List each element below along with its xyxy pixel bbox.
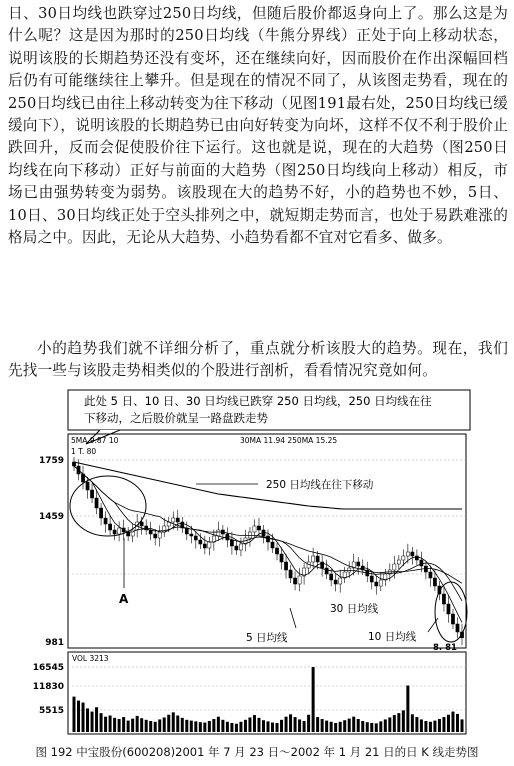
volume-bar — [397, 713, 400, 732]
volume-bar — [339, 722, 342, 732]
ma10-annotation: 10 日均线 — [368, 631, 417, 643]
volume-bar — [298, 719, 301, 732]
volume-label: VOL 3213 — [72, 654, 109, 663]
volume-bar — [406, 686, 409, 732]
candle-body — [420, 560, 423, 566]
candle-body — [375, 582, 378, 586]
price-axis-label: 981 — [45, 638, 64, 648]
volume-bar — [334, 723, 337, 732]
candle-body — [118, 528, 121, 534]
candle-body — [280, 554, 283, 562]
volume-bar — [429, 722, 432, 732]
candle-body — [235, 546, 238, 550]
volume-axis-label: 16545 — [32, 663, 64, 673]
candle-body — [370, 576, 373, 582]
volume-bar — [253, 715, 256, 732]
candle-body — [397, 560, 400, 564]
volume-bar — [199, 722, 202, 732]
candle-body — [90, 490, 93, 498]
figure-caption: 图 192 中宝股份(600208)2001 年 7 月 23 日～2002 年 1 月 21 日的日 K 线走势图 — [35, 745, 479, 759]
volume-bar — [330, 722, 333, 732]
candle-body — [298, 576, 301, 584]
volume-bar — [217, 717, 220, 732]
candle-body — [253, 526, 256, 532]
candle-body — [451, 614, 454, 624]
candle-body — [284, 562, 287, 570]
ma250-annotation: 250 日均线在往下移动 — [266, 479, 374, 491]
candle-body — [442, 594, 445, 604]
volume-bar — [307, 715, 310, 732]
volume-bar — [294, 717, 297, 732]
volume-bar — [325, 721, 328, 732]
ma5-leader — [290, 608, 296, 628]
body-paragraph-2: 小的趋势我们就不详细分析了，重点就分析该股大的趋势。现在，我们先找一些与该股走势相类似的个股进行剖析，看看情况究竟如何。 — [8, 340, 508, 380]
candle-body — [293, 578, 296, 584]
candle-body — [325, 568, 328, 574]
volume-bar — [190, 721, 193, 732]
volume-bar — [424, 721, 427, 732]
volume-bar — [163, 717, 166, 732]
candle-body — [429, 572, 432, 578]
volume-bar — [303, 721, 306, 732]
candle-body — [104, 518, 107, 524]
candle-body — [217, 530, 220, 536]
candle-body — [402, 556, 405, 560]
volume-bar — [86, 708, 89, 732]
volume-bar — [321, 719, 324, 732]
volume-bar — [366, 722, 369, 732]
volume-bar — [82, 703, 85, 732]
volume-bar — [456, 714, 459, 732]
volume-bar — [109, 715, 112, 732]
candle-body — [172, 518, 175, 522]
volume-bar — [316, 717, 319, 732]
volume-bar — [208, 721, 211, 732]
volume-bar — [447, 715, 450, 732]
candle-body — [113, 530, 116, 534]
price-axis-label: 1759 — [38, 456, 64, 466]
volume-bar — [221, 720, 224, 732]
volume-bar — [276, 723, 279, 732]
volume-bar — [285, 717, 288, 732]
candle-body — [230, 540, 233, 546]
candle-body — [140, 522, 143, 526]
volume-bar — [343, 720, 346, 732]
volume-bar — [73, 697, 76, 732]
candle-body — [289, 570, 292, 578]
callout-line-2: 下移动，之后股价就呈一路盘跌走势 — [84, 411, 268, 425]
volume-bar — [289, 714, 292, 732]
volume-bar — [375, 723, 378, 732]
volume-bar — [194, 721, 197, 732]
highlight-circle-left — [70, 476, 146, 536]
candle-body — [194, 536, 197, 540]
candle-body — [447, 604, 450, 614]
volume-bar — [357, 719, 360, 732]
volume-bar — [181, 718, 184, 732]
volume-bar — [91, 712, 94, 732]
volume-bar — [145, 720, 148, 732]
volume-bar — [271, 723, 274, 732]
candle-body — [456, 624, 459, 632]
volume-bar — [280, 720, 283, 732]
volume-bar — [226, 722, 229, 732]
candle-body — [208, 542, 211, 548]
candle-body — [190, 534, 193, 536]
volume-bar — [244, 720, 247, 732]
volume-bar — [203, 723, 206, 732]
volume-bar — [312, 667, 315, 732]
volume-bar — [257, 718, 260, 732]
body-paragraph-1: 日、30日均线也跌穿过250日均线，但随后股价都返身向上了。那么这是为什么呢？这是因为那时的250日均线（牛熊分界线）正处于向上移动状态，说明该股的长期趋势还没有变坏，还在继续向好，因而股价在作出深幅回档后仍有可能继续往上攀升。但是现在的情况不同了，从该图走势看，现在的250日均线已由往上移动转变为往下移动（见图191最右处，250日均线已缓缓向下），说明该股的长期趋势已由向好转变为向坏，这样不仅不利于股价止跌回升，反而会促使股价往下运行。这也就是说，现在的大趋势（图250日均线在向下移动）正好与前面的大趋势（图250日均线向上移动）相反，市场已由强势转变为弱势。该股现在大的趋势不好，小的趋势也不妙，5日、10日、30日均线正处于空头排列之中，就短期走势而言，也处于易跌难涨的格局之中。因此，无论从大趋势、小趋势看都不宜对它看多、做多。 — [8, 5, 508, 247]
candle-body — [99, 508, 102, 518]
volume-bar — [402, 710, 405, 732]
volume-bar — [136, 716, 139, 732]
candle-body — [271, 542, 274, 548]
candle-body — [339, 578, 342, 584]
candle-body — [334, 580, 337, 584]
volume-bar — [230, 723, 233, 732]
volume-bar — [95, 707, 98, 732]
ma-prefix-text: 1 T. 80 — [71, 447, 97, 456]
volume-bar — [442, 717, 445, 732]
point-a-label: A — [119, 592, 129, 606]
volume-bar — [370, 723, 373, 732]
volume-bar — [235, 724, 238, 732]
indicator-text-2: 30MA 11.94 250MA 15.25 — [240, 436, 338, 445]
volume-bar — [352, 717, 355, 732]
volume-bar — [348, 719, 351, 732]
volume-bar — [149, 721, 152, 732]
ma30-annotation: 30 日均线 — [330, 603, 379, 615]
candle-body — [316, 556, 319, 562]
highlight-circle-right — [435, 582, 467, 642]
volume-bar — [172, 712, 175, 732]
volume-bar — [140, 718, 143, 732]
candle-body — [108, 524, 111, 530]
candle-body — [433, 578, 436, 586]
volume-bar — [104, 717, 107, 732]
candle-body — [163, 526, 166, 532]
volume-bar — [420, 719, 423, 732]
candle-body — [406, 552, 409, 556]
indicator-text: 5MA 9.87 10 — [71, 436, 119, 445]
volume-bar — [379, 721, 382, 732]
volume-axis-label: 5515 — [38, 706, 64, 716]
candle-body — [248, 532, 251, 538]
candle-body — [95, 498, 98, 508]
volume-bar — [100, 713, 103, 732]
price-axis-label: 1459 — [38, 512, 64, 522]
candle-body — [393, 564, 396, 570]
candle-body — [131, 530, 134, 536]
volume-bar — [451, 712, 454, 732]
candle-body — [203, 544, 206, 548]
candle-body — [154, 534, 157, 538]
candle-body — [275, 548, 278, 554]
candle-body — [239, 544, 242, 550]
volume-bar — [267, 721, 270, 732]
volume-bar — [212, 719, 215, 732]
candle-body — [312, 556, 315, 562]
volume-bar — [131, 719, 134, 732]
volume-bar — [176, 715, 179, 732]
volume-bar — [248, 717, 251, 732]
volume-bar — [393, 715, 396, 732]
candle-body — [86, 482, 89, 490]
volume-bar — [158, 719, 161, 732]
volume-bar — [167, 715, 170, 732]
volume-bar — [361, 721, 364, 732]
volume-bar — [415, 717, 418, 732]
volume-bar — [113, 718, 116, 732]
ma5-annotation: 5 日均线 — [246, 632, 288, 644]
kline-figure — [0, 388, 514, 744]
volume-bar — [127, 721, 130, 732]
volume-bar — [77, 701, 80, 732]
candle-body — [176, 518, 179, 522]
callout-line-1: 此处 5 日、10 日、30 日均线已跌穿 250 日均线，250 日均线在往 — [84, 394, 432, 408]
volume-bar — [154, 722, 157, 732]
volume-axis-label: 11830 — [32, 682, 64, 692]
volume-bar — [433, 721, 436, 732]
candle-body — [330, 574, 333, 580]
volume-bar — [118, 719, 121, 732]
volume-bars — [73, 667, 464, 732]
candle-body — [158, 532, 161, 538]
volume-bar — [384, 719, 387, 732]
volume-bar — [185, 720, 188, 732]
candle-body — [379, 580, 382, 586]
volume-bar — [262, 720, 265, 732]
volume-bar — [438, 719, 441, 732]
volume-bar — [239, 722, 242, 732]
last-price-label: 8. 81 — [433, 643, 457, 653]
candle-body — [357, 562, 360, 566]
candle-body — [411, 552, 414, 556]
volume-bar — [461, 719, 464, 732]
volume-bar — [122, 717, 125, 732]
volume-bar — [388, 717, 391, 732]
candle-body — [257, 526, 260, 530]
volume-bar — [411, 714, 414, 732]
candle-body — [199, 540, 202, 544]
